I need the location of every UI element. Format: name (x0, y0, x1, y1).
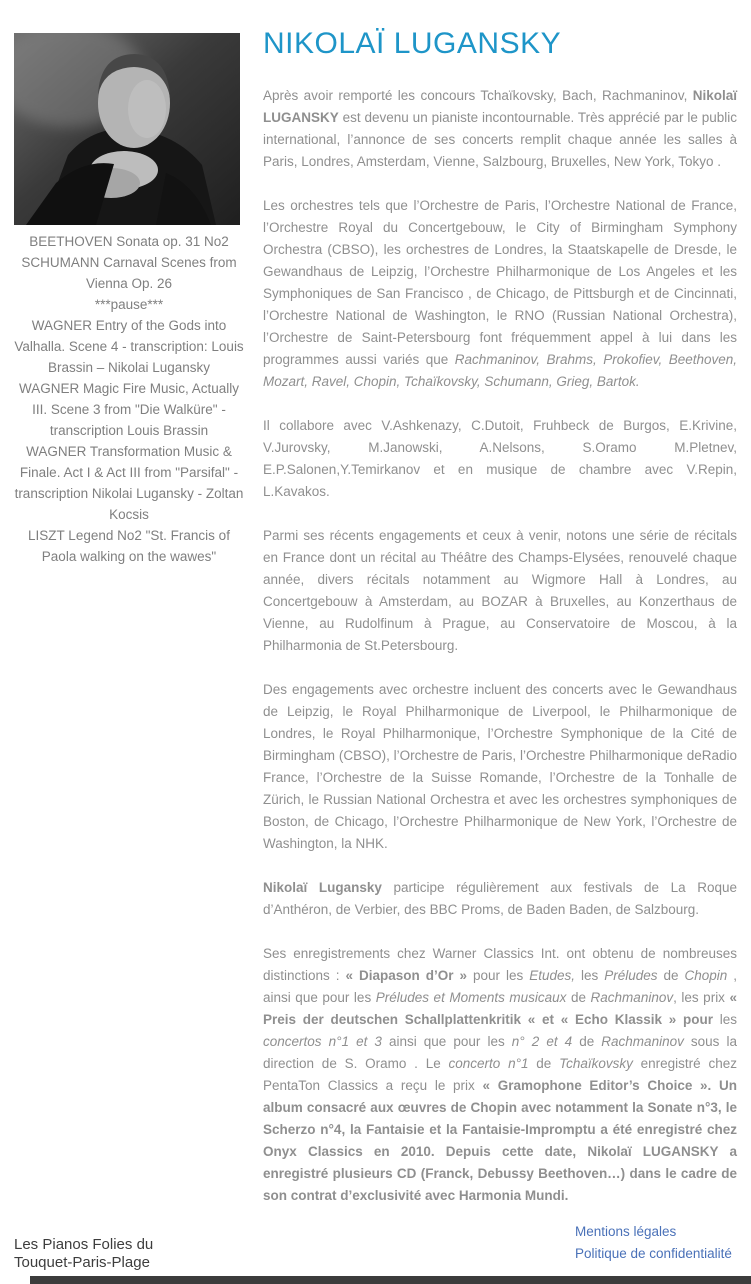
bio-paragraph-1: Après avoir remporté les concours Tchaïkovsky, Bach, Rachmaninov, Nikolaï LUGANSKY est devenu un pianiste incontournable. Très apprécié par le public international, l’annonce de ses concerts remplit chaque année les salles à Paris, Londres, Amsterdam, Vienne, Salzbourg, Bruxelles, New York, Tokyo . (263, 88, 737, 169)
program-line: WAGNER Transformation Music & Finale. Act I & Act III from "Parsifal" - transcription Nikolai Lugansky - Zoltan Kocsis (14, 444, 244, 522)
link-politique-confidentialite[interactable]: Politique de confidentialité (575, 1246, 732, 1261)
bio-paragraph-4: Parmi ses récents engagements et ceux à venir, notons une série de récitals en France dont un récital au Théâtre des Champs-Elysées, renouvelé chaque année, divers récitals notamment au Wigmore Hall à Londres, au Concertgebouw à Amsterdam, au BOZAR à Bruxelles, au Konzerthaus de Vienne, au Rudolfinum à Prague, au Conservatoire de Moscou, à la Philharmonia de St.Petersbourg. (263, 528, 737, 653)
bio-paragraph-2: Les orchestres tels que l’Orchestre de Paris, l’Orchestre National de France, l’Orchestre Royal du Concertgebouw, le City of Birmingham Symphony Orchestra (CBSO), les orchestres de Londres, la Staatskapelle de Dresde, le Gewandhaus de Leipzig, l’Orchestre Philharmonique de Los Angeles et les Symphoniques de San Francisco , de Chicago, de Pittsburgh et de Cincinnati, l’Orchestre National de Washington, le RNO (Russian National Orchestra), l’Orchestre de Saint-Petersbourg font fréquemment appel à lui dans les programmes aussi variés que Rachmaninov, Brahms, Prokofiev, Beethoven, Mozart, Ravel, Chopin, Tchaïkovsky, Schumann, Grieg, Bartok. (263, 198, 737, 389)
sidebar (0, 0, 263, 567)
concert-program (12, 231, 246, 567)
program-line: BEETHOVEN Sonata op. 31 No2 (29, 234, 229, 249)
main-column (263, 0, 751, 1229)
site-title: Les Pianos Folies du Touquet-Paris-Plage (14, 1236, 154, 1271)
artist-photo-image (14, 33, 240, 225)
bio-paragraph-6: Nikolaï Lugansky participe régulièrement aux festivals de La Roque d’Anthéron, de Verbier, des BBC Proms, de Baden Baden, de Salzbourg. (263, 880, 737, 917)
footer-links (575, 1221, 738, 1265)
program-line: WAGNER Magic Fire Music, Actually III. Scene 3 from "Die Walküre" - transcription Louis Brassin (18, 381, 240, 438)
artist-photo (14, 33, 240, 224)
program-line: ***pause*** (94, 297, 164, 312)
page-title: NIKOLAÏ LUGANSKY (263, 27, 562, 60)
bio-paragraph-5: Des engagements avec orchestre incluent des concerts avec le Gewandhaus de Leipzig, le Royal Philharmonique de Liverpool, le Philharmonique de Londres, le Royal Philharmonique, l’Orchestre Symphonique de la Cité de Birmingham (CBSO), l’Orchestre de Paris, l’Orchestre Philharmonique deRadio France, l’Orchestre de la Suisse Romande, l’Orchestre de la Tonhalle de Zürich, le Russian National Orchestra et avec les orchestres symphoniques de Boston, de Chicago, l’Orchestre Philharmonique de New York, l’Orchestre de Washington, la NHK. (263, 682, 737, 851)
bottom-bar (30, 1276, 751, 1284)
program-line: SCHUMANN Carnaval Scenes from Vienna Op. 26 (21, 255, 237, 291)
program-line: WAGNER Entry of the Gods into Valhalla. Scene 4 - transcription: Louis Brassin – Nikolai Lugansky (14, 318, 244, 375)
bio-paragraph-7: Ses enregistrements chez Warner Classics Int. ont obtenu de nombreuses distinctions : « Diapason d’Or » pour les Etudes, les Préludes de Chopin , ainsi que pour les Préludes et Moments musicaux de Rachmaninov, les prix « Preis der deutschen Schallplattenkritik « et « Echo Klassik » pour les concertos n°1 et 3 ainsi que pour les n° 2 et 4 de Rachmaninov sous la direction de S. Oramo . Le concerto n°1 de Tchaïkovsky enregistré chez PentaTon Classics a reçu le prix « Gramophone Editor’s Choice ». Un album consacré aux œuvres de Chopin avec notamment la Sonate n°3, le Scherzo n°4, la Fantaisie et la Fantaisie-Impromptu a été enregistré chez Onyx Classics en 2010. Depuis cette date, Nikolaï LUGANSKY a enregistré plusieurs CD (Franck, Debussy Beethoven…) dans le cadre de son contrat d’exclusivité avec Harmonia Mundi. (263, 946, 737, 1203)
program-line: LISZT Legend No2 "St. Francis of Paola walking on the wawes" (28, 528, 230, 564)
link-mentions-legales[interactable]: Mentions légales (575, 1224, 677, 1239)
bio-paragraph-3: Il collabore avec V.Ashkenazy, C.Dutoit, Fruhbeck de Burgos, E.Krivine, V.Jurovsky, M.Janowski, A.Nelsons, S.Oramo M.Pletnev, E.P.Salonen,Y.Temirkanov et en musique de chambre avec V.Repin, L.Kavakos. (263, 418, 737, 499)
